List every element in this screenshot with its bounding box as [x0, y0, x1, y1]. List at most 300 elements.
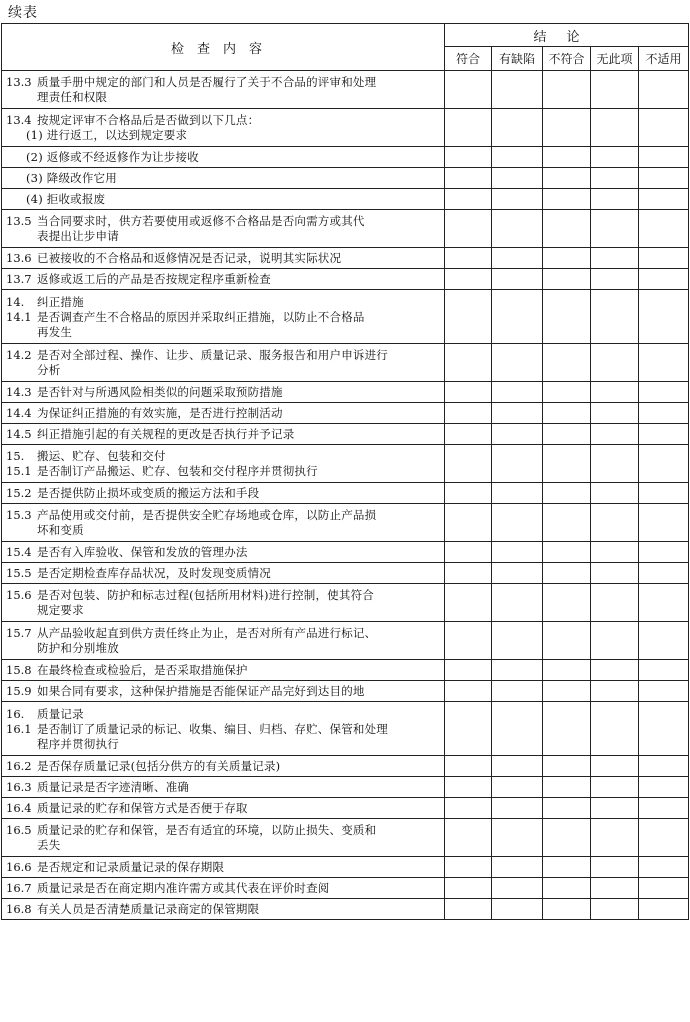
conclusion-cell-not-applicable[interactable] [639, 660, 689, 681]
inspection-item [2, 109, 445, 147]
inspection-item [2, 857, 445, 878]
conclusion-cell-not-applicable[interactable] [639, 483, 689, 504]
item-line [6, 722, 441, 737]
conclusion-cell-not-applicable[interactable] [639, 403, 689, 424]
conclusion-cell-defective[interactable] [492, 819, 543, 857]
item-text: 是否制订产品搬运、贮存、包装和交付程序并贯彻执行 [37, 464, 318, 478]
sub-item-text: (4) 拒收或报废 [26, 192, 106, 206]
conclusion-cell-no-such-item[interactable] [591, 168, 639, 189]
conclusion-cell-not-applicable[interactable] [639, 424, 689, 445]
header-col-nonconform: 不符合 [543, 47, 591, 71]
item-text: 表提出让步申请 [37, 229, 119, 243]
item-text: 有关人员是否清楚质量记录商定的保管期限 [37, 902, 260, 916]
item-line [6, 150, 441, 165]
conclusion-cell-nonconform[interactable] [543, 424, 591, 445]
conclusion-cell-no-such-item[interactable] [591, 681, 639, 702]
item-text: 纠正措施 [37, 294, 84, 309]
conclusion-cell-not-applicable[interactable] [639, 878, 689, 899]
conclusion-cell-nonconform[interactable] [543, 622, 591, 660]
item-number [6, 363, 37, 378]
conclusion-cell-nonconform[interactable] [543, 71, 591, 109]
conclusion-cell-not-applicable[interactable] [639, 777, 689, 798]
conclusion-cell-no-such-item[interactable] [591, 483, 639, 504]
conclusion-cell-no-such-item[interactable] [591, 210, 639, 248]
conclusion-cell-defective[interactable] [492, 660, 543, 681]
conclusion-cell-not-applicable[interactable] [639, 344, 689, 382]
table-row [2, 584, 689, 622]
conclusion-cell-conform[interactable] [445, 702, 492, 756]
item-text: 已被接收的不合格品和返修情况是否记录，说明其实际状况 [37, 251, 342, 265]
item-number: 15.3 [6, 508, 32, 522]
item-number: 14.3 [6, 385, 32, 399]
item-text: 丢失 [37, 838, 61, 852]
conclusion-cell-nonconform[interactable] [543, 756, 591, 777]
item-line [6, 75, 441, 90]
header-conclusion: 结论 [445, 24, 689, 47]
item-text: 是否定期检查库存品状况，及时发现变质情况 [37, 566, 271, 580]
item-number: 14.4 [6, 406, 32, 420]
conclusion-cell-no-such-item[interactable] [591, 71, 639, 109]
conclusion-cell-not-applicable[interactable] [639, 756, 689, 777]
conclusion-cell-no-such-item[interactable] [591, 756, 639, 777]
conclusion-cell-conform[interactable] [445, 878, 492, 899]
item-line [6, 523, 441, 538]
inspection-item [2, 189, 445, 210]
item-number: 13.6 [6, 251, 32, 265]
conclusion-cell-nonconform[interactable] [543, 819, 591, 857]
item-line [6, 486, 441, 501]
item-text: 是否对全部过程、操作、让步、质量记录、服务报告和用户申诉进行 [37, 348, 388, 362]
table-row [2, 189, 689, 210]
inspection-item [2, 445, 445, 483]
table-row [2, 504, 689, 542]
table-row [2, 71, 689, 109]
conclusion-cell-nonconform[interactable] [543, 109, 591, 147]
inspection-item [2, 248, 445, 269]
conclusion-cell-defective[interactable] [492, 622, 543, 660]
inspection-item [2, 702, 445, 756]
conclusion-cell-defective[interactable] [492, 483, 543, 504]
item-line [6, 588, 441, 603]
conclusion-cell-nonconform[interactable] [543, 857, 591, 878]
item-number [6, 523, 37, 538]
item-line [6, 295, 441, 310]
conclusion-cell-no-such-item[interactable] [591, 563, 639, 584]
conclusion-cell-defective[interactable] [492, 248, 543, 269]
conclusion-cell-nonconform[interactable] [543, 344, 591, 382]
conclusion-cell-nonconform[interactable] [543, 504, 591, 542]
table-row [2, 168, 689, 189]
conclusion-cell-no-such-item[interactable] [591, 147, 639, 168]
conclusion-cell-conform[interactable] [445, 445, 492, 483]
conclusion-cell-defective[interactable] [492, 798, 543, 819]
item-text: 产品使用或交付前，是否提供安全贮存场地或仓库，以防止产品损 [37, 508, 377, 522]
item-line [6, 229, 441, 244]
item-number [6, 229, 37, 244]
conclusion-cell-defective[interactable] [492, 403, 543, 424]
conclusion-cell-nonconform[interactable] [543, 777, 591, 798]
conclusion-cell-not-applicable[interactable] [639, 899, 689, 920]
conclusion-cell-not-applicable[interactable] [639, 109, 689, 147]
conclusion-cell-no-such-item[interactable] [591, 504, 639, 542]
item-number: 16.7 [6, 881, 32, 895]
table-row [2, 210, 689, 248]
conclusion-cell-defective[interactable] [492, 189, 543, 210]
item-text: 程序并贯彻执行 [37, 736, 119, 751]
conclusion-cell-no-such-item[interactable] [591, 660, 639, 681]
conclusion-cell-conform[interactable] [445, 382, 492, 403]
item-line [6, 363, 441, 378]
inspection-item [2, 584, 445, 622]
conclusion-cell-nonconform[interactable] [543, 445, 591, 483]
conclusion-cell-defective[interactable] [492, 777, 543, 798]
inspection-item [2, 290, 445, 344]
conclusion-cell-no-such-item[interactable] [591, 269, 639, 290]
conclusion-cell-nonconform[interactable] [543, 210, 591, 248]
conclusion-cell-not-applicable[interactable] [639, 290, 689, 344]
conclusion-cell-defective[interactable] [492, 290, 543, 344]
conclusion-cell-nonconform[interactable] [543, 563, 591, 584]
conclusion-cell-no-such-item[interactable] [591, 290, 639, 344]
conclusion-cell-not-applicable[interactable] [639, 584, 689, 622]
conclusion-cell-defective[interactable] [492, 147, 543, 168]
item-number: 16.6 [6, 860, 32, 874]
inspection-item [2, 542, 445, 563]
item-number: 15.5 [6, 566, 32, 580]
conclusion-cell-no-such-item[interactable] [591, 798, 639, 819]
table-row [2, 899, 689, 920]
item-text: 防护和分别堆放 [37, 641, 119, 655]
conclusion-cell-nonconform[interactable] [543, 248, 591, 269]
conclusion-cell-conform[interactable] [445, 584, 492, 622]
conclusion-cell-defective[interactable] [492, 382, 543, 403]
item-number: 14.1 [6, 309, 32, 324]
table-row [2, 702, 689, 756]
item-number: 14.5 [6, 427, 32, 441]
item-line [6, 801, 441, 816]
conclusion-cell-no-such-item[interactable] [591, 878, 639, 899]
conclusion-cell-nonconform[interactable] [543, 878, 591, 899]
conclusion-cell-not-applicable[interactable] [639, 819, 689, 857]
conclusion-cell-nonconform[interactable] [543, 147, 591, 168]
conclusion-cell-conform[interactable] [445, 290, 492, 344]
item-text: 质量记录的贮存和保管，是否有适宜的环境，以防止损失、变质和 [37, 823, 377, 837]
item-line [6, 881, 441, 896]
conclusion-cell-nonconform[interactable] [543, 660, 591, 681]
item-text: 是否调查产生不合格品的原因并采取纠正措施，以防止不合格品 [37, 309, 365, 324]
table-row [2, 542, 689, 563]
table-row [2, 445, 689, 483]
item-text: 是否保存质量记录(包括分供方的有关质量记录) [37, 759, 281, 773]
item-text: 质量手册中规定的部门和人员是否履行了关于不合品的评审和处理 [37, 75, 377, 89]
item-line [6, 641, 441, 656]
conclusion-cell-defective[interactable] [492, 702, 543, 756]
conclusion-cell-conform[interactable] [445, 248, 492, 269]
conclusion-cell-not-applicable[interactable] [639, 622, 689, 660]
item-text: 在最终检查或检验后，是否采取措施保护 [37, 663, 248, 677]
conclusion-cell-not-applicable[interactable] [639, 168, 689, 189]
item-text: 返修或返工后的产品是否按规定程序重新检查 [37, 272, 271, 286]
conclusion-cell-conform[interactable] [445, 622, 492, 660]
conclusion-cell-conform[interactable] [445, 424, 492, 445]
item-line [6, 684, 441, 699]
item-line [6, 427, 441, 442]
item-text: 质量记录的贮存和保管方式是否便于存取 [37, 801, 248, 815]
item-line [6, 406, 441, 421]
conclusion-cell-conform[interactable] [445, 189, 492, 210]
conclusion-cell-defective[interactable] [492, 857, 543, 878]
conclusion-cell-no-such-item[interactable] [591, 542, 639, 563]
conclusion-cell-conform[interactable] [445, 344, 492, 382]
conclusion-cell-defective[interactable] [492, 756, 543, 777]
conclusion-cell-defective[interactable] [492, 681, 543, 702]
table-row [2, 878, 689, 899]
header-inspection-content: 检查内容 [2, 24, 445, 71]
conclusion-cell-conform[interactable] [445, 168, 492, 189]
table-row [2, 563, 689, 584]
conclusion-cell-conform[interactable] [445, 109, 492, 147]
conclusion-cell-conform[interactable] [445, 857, 492, 878]
conclusion-cell-nonconform[interactable] [543, 702, 591, 756]
item-text: 再发生 [37, 324, 73, 339]
item-number: 14. [6, 294, 25, 309]
conclusion-cell-nonconform[interactable] [543, 798, 591, 819]
item-line [6, 214, 441, 229]
item-number: 13.7 [6, 272, 32, 286]
table-row [2, 147, 689, 168]
item-line [6, 707, 441, 722]
header-col-no-such-item: 无此项 [591, 47, 639, 71]
conclusion-cell-conform[interactable] [445, 777, 492, 798]
conclusion-cell-nonconform[interactable] [543, 168, 591, 189]
conclusion-cell-no-such-item[interactable] [591, 248, 639, 269]
item-text: 按规定评审不合格品后是否做到以下几点： [37, 113, 260, 127]
item-number: 13.4 [6, 113, 32, 127]
item-text: 质量记录 [37, 706, 84, 721]
conclusion-cell-defective[interactable] [492, 542, 543, 563]
item-line [6, 566, 441, 581]
item-number: 16.3 [6, 780, 32, 794]
conclusion-cell-no-such-item[interactable] [591, 584, 639, 622]
sub-item-text: (1) 进行返工，以达到规定要求 [26, 128, 188, 142]
conclusion-cell-not-applicable[interactable] [639, 147, 689, 168]
item-text: 质量记录是否在商定期内准许需方或其代表在评价时查阅 [37, 881, 330, 895]
conclusion-cell-not-applicable[interactable] [639, 798, 689, 819]
conclusion-cell-no-such-item[interactable] [591, 109, 639, 147]
conclusion-cell-conform[interactable] [445, 798, 492, 819]
conclusion-cell-defective[interactable] [492, 899, 543, 920]
table-row [2, 681, 689, 702]
sub-item-text: (3) 降级改作它用 [26, 171, 117, 185]
item-line [6, 449, 441, 464]
conclusion-cell-defective[interactable] [492, 504, 543, 542]
conclusion-cell-no-such-item[interactable] [591, 403, 639, 424]
table-row [2, 756, 689, 777]
conclusion-cell-no-such-item[interactable] [591, 424, 639, 445]
conclusion-cell-nonconform[interactable] [543, 382, 591, 403]
conclusion-cell-no-such-item[interactable] [591, 857, 639, 878]
conclusion-cell-defective[interactable] [492, 269, 543, 290]
item-line [6, 737, 441, 752]
conclusion-cell-defective[interactable] [492, 210, 543, 248]
item-number: 16.5 [6, 823, 32, 837]
header-col-conform: 符合 [445, 47, 492, 71]
conclusion-cell-nonconform[interactable] [543, 483, 591, 504]
conclusion-cell-not-applicable[interactable] [639, 702, 689, 756]
conclusion-cell-conform[interactable] [445, 71, 492, 109]
conclusion-cell-conform[interactable] [445, 756, 492, 777]
item-text: 是否制订了质量记录的标记、收集、编目、归档、存贮、保管和处理 [37, 721, 388, 736]
item-line [6, 663, 441, 678]
conclusion-cell-not-applicable[interactable] [639, 210, 689, 248]
item-number: 15.7 [6, 626, 32, 640]
conclusion-cell-no-such-item[interactable] [591, 445, 639, 483]
conclusion-cell-not-applicable[interactable] [639, 71, 689, 109]
conclusion-cell-defective[interactable] [492, 424, 543, 445]
conclusion-cell-not-applicable[interactable] [639, 248, 689, 269]
conclusion-cell-not-applicable[interactable] [639, 382, 689, 403]
conclusion-cell-no-such-item[interactable] [591, 777, 639, 798]
conclusion-cell-no-such-item[interactable] [591, 702, 639, 756]
conclusion-cell-not-applicable[interactable] [639, 445, 689, 483]
conclusion-cell-no-such-item[interactable] [591, 189, 639, 210]
table-row [2, 857, 689, 878]
conclusion-cell-conform[interactable] [445, 660, 492, 681]
conclusion-cell-nonconform[interactable] [543, 189, 591, 210]
conclusion-cell-not-applicable[interactable] [639, 857, 689, 878]
conclusion-cell-not-applicable[interactable] [639, 563, 689, 584]
item-line [6, 860, 441, 875]
conclusion-cell-defective[interactable] [492, 109, 543, 147]
conclusion-cell-conform[interactable] [445, 681, 492, 702]
item-text: 从产品验收起直到供方责任终止为止，是否对所有产品进行标记、 [37, 626, 377, 640]
inspection-item [2, 660, 445, 681]
item-line [6, 251, 441, 266]
table-row [2, 344, 689, 382]
conclusion-cell-no-such-item[interactable] [591, 382, 639, 403]
inspection-item [2, 798, 445, 819]
item-number: 16.8 [6, 902, 32, 916]
conclusion-cell-nonconform[interactable] [543, 584, 591, 622]
item-number: 15.4 [6, 545, 32, 559]
item-text: 是否针对与所遇风险相类似的问题采取预防措施 [37, 385, 283, 399]
conclusion-cell-conform[interactable] [445, 563, 492, 584]
conclusion-cell-not-applicable[interactable] [639, 681, 689, 702]
conclusion-cell-conform[interactable] [445, 147, 492, 168]
inspection-item [2, 756, 445, 777]
table-row [2, 403, 689, 424]
conclusion-cell-no-such-item[interactable] [591, 344, 639, 382]
conclusion-cell-conform[interactable] [445, 899, 492, 920]
conclusion-cell-not-applicable[interactable] [639, 504, 689, 542]
item-text: 质量记录是否字迹清晰、准确 [37, 780, 190, 794]
conclusion-cell-no-such-item[interactable] [591, 899, 639, 920]
inspection-item [2, 168, 445, 189]
item-number: 13.5 [6, 214, 32, 228]
item-line [6, 508, 441, 523]
conclusion-cell-nonconform[interactable] [543, 290, 591, 344]
inspection-item [2, 483, 445, 504]
item-number: 15. [6, 449, 25, 463]
conclusion-cell-nonconform[interactable] [543, 403, 591, 424]
inspection-item [2, 344, 445, 382]
conclusion-cell-defective[interactable] [492, 344, 543, 382]
inspection-item [2, 878, 445, 899]
item-text: 规定要求 [37, 603, 84, 617]
item-line [6, 545, 441, 560]
conclusion-cell-not-applicable[interactable] [639, 542, 689, 563]
table-row [2, 269, 689, 290]
item-number: 15.2 [6, 486, 32, 500]
inspection-item [2, 71, 445, 109]
item-text: 是否有入库验收、保管和发放的管理办法 [37, 545, 248, 559]
conclusion-cell-conform[interactable] [445, 403, 492, 424]
conclusion-cell-nonconform[interactable] [543, 899, 591, 920]
conclusion-cell-no-such-item[interactable] [591, 622, 639, 660]
inspection-item [2, 563, 445, 584]
conclusion-cell-conform[interactable] [445, 269, 492, 290]
conclusion-cell-conform[interactable] [445, 819, 492, 857]
item-line [6, 171, 441, 186]
item-number: 14.2 [6, 348, 32, 362]
conclusion-cell-conform[interactable] [445, 504, 492, 542]
conclusion-cell-conform[interactable] [445, 483, 492, 504]
item-number [6, 838, 37, 853]
inspection-item [2, 269, 445, 290]
item-line [6, 325, 441, 340]
item-line [6, 385, 441, 400]
item-number: 15.8 [6, 663, 32, 677]
conclusion-cell-no-such-item[interactable] [591, 819, 639, 857]
item-text: 坏和变质 [37, 523, 84, 537]
conclusion-cell-conform[interactable] [445, 542, 492, 563]
conclusion-cell-conform[interactable] [445, 210, 492, 248]
item-number: 13.3 [6, 75, 32, 89]
item-line [6, 192, 441, 207]
item-number: 16. [6, 706, 25, 721]
table-row [2, 798, 689, 819]
item-text: 搬运、贮存、包装和交付 [37, 449, 166, 463]
item-text: 如果合同有要求，这种保护措施是否能保证产品完好到达目的地 [37, 684, 365, 698]
inspection-item [2, 504, 445, 542]
conclusion-cell-nonconform[interactable] [543, 269, 591, 290]
inspection-checklist-table [1, 23, 689, 920]
item-line [6, 759, 441, 774]
inspection-item [2, 210, 445, 248]
sub-item-text: (2) 返修或不经返修作为让步接收 [26, 150, 199, 164]
conclusion-cell-defective[interactable] [492, 71, 543, 109]
conclusion-cell-defective[interactable] [492, 445, 543, 483]
conclusion-cell-nonconform[interactable] [543, 681, 591, 702]
item-line [6, 902, 441, 917]
item-number: 16.4 [6, 801, 32, 815]
conclusion-cell-defective[interactable] [492, 563, 543, 584]
conclusion-cell-not-applicable[interactable] [639, 269, 689, 290]
table-row [2, 248, 689, 269]
conclusion-cell-defective[interactable] [492, 584, 543, 622]
table-row [2, 777, 689, 798]
table-row [2, 290, 689, 344]
conclusion-cell-nonconform[interactable] [543, 542, 591, 563]
item-line [6, 838, 441, 853]
conclusion-cell-defective[interactable] [492, 168, 543, 189]
inspection-item [2, 819, 445, 857]
conclusion-cell-not-applicable[interactable] [639, 189, 689, 210]
item-line [6, 113, 441, 128]
item-line [6, 464, 441, 479]
conclusion-cell-defective[interactable] [492, 878, 543, 899]
item-number: 15.9 [6, 684, 32, 698]
